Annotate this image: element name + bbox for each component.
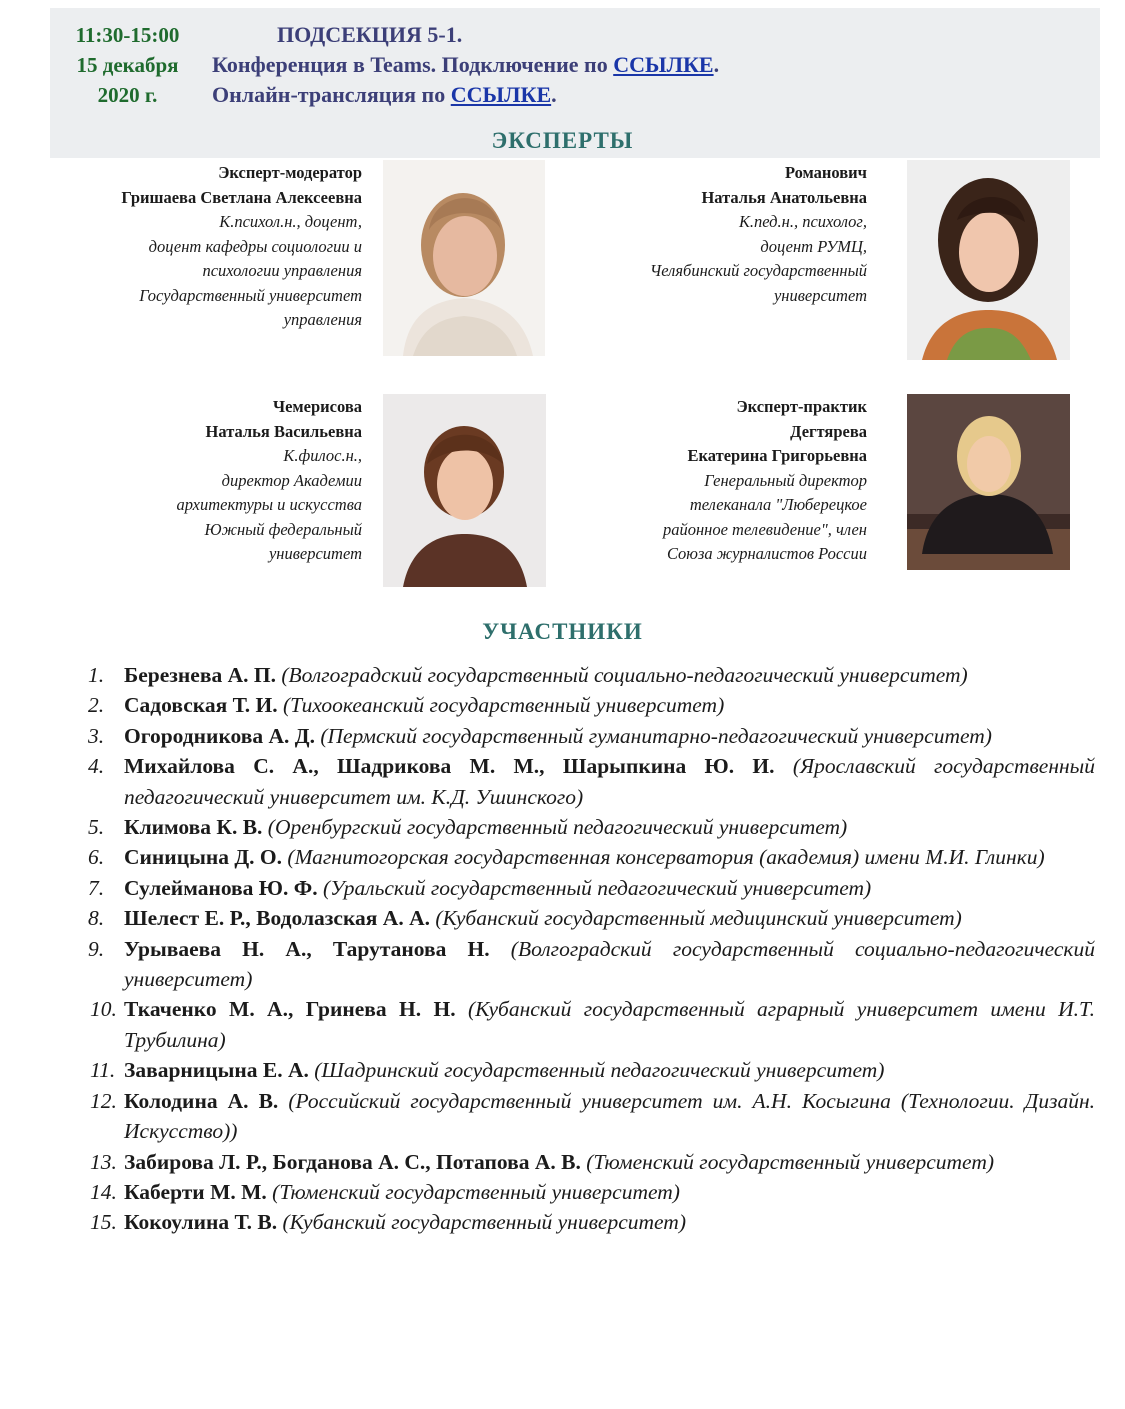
list-item [88,1147,1095,1177]
participant-org: (Шадринский государственный педагогический университет) [314,1058,885,1083]
participant-org: (Тюменский государственный университет) [272,1179,680,1204]
expert-role: Эксперт-модератор [218,163,362,182]
expert-name: Наталья Анатольевна [701,187,867,207]
item-number: 1. [88,663,105,687]
expert-info: директор Академии [221,470,362,490]
list-item [88,934,1095,995]
list-item [88,994,1095,1055]
experts-title: ЭКСПЕРТЫ [491,128,634,153]
session-time: 11:30-15:00 [75,23,180,47]
stream-text: Онлайн-трансляция по [212,82,451,107]
stream-link[interactable]: ССЫЛКЕ [450,82,552,107]
participant-names: Колодина А. В. [124,1088,279,1113]
expert-info: К.пед.н., психолог, [738,212,867,231]
session-info [212,20,719,110]
participant-org: (Российский государственный университет им. А.Н. Косыгина (Технологии. Дизайн. Искусство)) [124,1088,1096,1144]
item-number: 15. [90,1210,117,1235]
participant-org: (Волгоградский государственный социально-педагогический университет) [124,936,1095,992]
item-number: 14. [90,1179,117,1204]
expert-role: Чемерисова [272,397,362,416]
participant-names: Заварницына Е. А. [124,1058,309,1083]
participant-names: Михайлова С. А., Шадрикова М. М., Шарыпкина Ю. И. [124,754,775,779]
expert-info: Южный федеральный [204,519,362,539]
expert-role: Эксперт-практик [736,397,867,416]
participant-names: Урываева Н. А., Тарутанова Н. [124,936,490,961]
list-item [88,660,1095,690]
participant-org: (Кубанский государственный аграрный университет имени И.Т. Трубилина) [124,997,1096,1052]
participant-names: Синицына Д. О. [124,845,283,870]
expert-name: Наталья Васильевна [205,421,362,441]
expert-card-grishaeva [32,161,362,333]
list-item [88,812,1095,842]
expert-photo-chemerisova [383,394,546,587]
participant-names: Садовская Т. И. [124,693,278,718]
participant-org: (Оренбургский государственный педагогический университет) [267,815,848,840]
participant-names: Ткаченко М. А., Гринева Н. Н. [124,997,456,1022]
expert-info: Генеральный директор [704,470,867,490]
expert-info: К.филос.н., [283,446,362,465]
expert-info: архитектуры и искусства [176,495,362,514]
item-number: 5. [88,815,105,840]
expert-info: управления [283,310,362,329]
participant-org: (Кубанский государственный университет) [282,1210,686,1235]
list-item [88,1177,1095,1207]
item-number: 2. [88,693,105,718]
list-item [88,751,1095,812]
session-date: 15 декабря [76,53,179,77]
list-item [88,842,1095,872]
expert-info: телеканала "Люберецкое [689,495,867,514]
participant-names: Забирова Л. Р., Богданова А. С., Потапова А. В. [124,1149,581,1174]
list-item [88,903,1095,933]
participant-org: (Тихоокеанский государственный университет) [283,693,725,718]
participant-names: Шелест Е. Р., Водолазская А. А. [124,906,430,931]
participant-names: Огородникова А. Д. [124,723,315,748]
participant-names: Каберти М. М. [124,1179,267,1204]
participant-names: Березнева А. П. [124,663,276,687]
item-number: 12. [90,1088,117,1113]
subsection-title: ПОДСЕКЦИЯ 5-1. [277,22,463,47]
participants-title: УЧАСТНИКИ [482,619,643,644]
list-item [88,721,1095,751]
conference-dot: . [713,52,720,77]
session-year: 2020 г. [97,83,158,107]
expert-role: Романович [784,163,867,182]
item-number: 7. [88,875,105,900]
list-item [88,1055,1095,1085]
expert-info: районное телевидение", член [662,519,867,539]
participant-org: (Ярославский государственный педагогический университет им. К.Д. Ушинского) [124,754,1095,809]
participant-names: Кокоулина Т. В. [124,1210,278,1235]
conference-text: Конференция в Teams. Подключение по [212,52,614,77]
expert-name: Екатерина Григорьевна [687,446,867,465]
expert-card-chemerisova [32,395,362,567]
item-number: 3. [88,723,105,748]
list-item [88,690,1095,720]
expert-info: Челябинский государственный [649,261,867,280]
item-number: 6. [88,845,105,870]
expert-info: Союза журналистов России [666,544,867,563]
conference-line [212,50,719,80]
stream-line [212,80,719,110]
session-datetime [60,20,195,110]
item-number: 8. [88,906,105,931]
participants-list [88,660,1095,1238]
participant-org: (Уральский государственный педагогический университет) [322,875,872,900]
conference-link[interactable]: ССЫЛКЕ [613,52,714,77]
expert-info: университет [268,544,362,563]
expert-info: К.психол.н., доцент, [219,212,362,231]
expert-info: доцент РУМЦ, [760,236,867,256]
expert-info: доцент кафедры социологии и [148,236,362,256]
participant-org: (Кубанский государственный медицинский университет) [435,906,962,931]
list-item [88,873,1095,903]
item-number: 13. [90,1149,117,1174]
list-item [88,1086,1095,1147]
expert-photo-degtyareva [907,394,1070,570]
expert-card-degtyareva [537,395,867,567]
item-number: 9. [88,936,105,961]
participant-org: (Тюменский государственный университет) [586,1149,995,1174]
participant-names: Сулейманова Ю. Ф. [124,875,318,900]
expert-info: психологии управления [202,261,362,280]
expert-photo-grishaeva [383,160,545,356]
item-number: 4. [88,754,105,779]
item-number: 10. [90,997,117,1022]
expert-card-romanovich [537,161,867,308]
expert-info: Государственный университет [139,285,362,305]
participant-org: (Магнитогорская государственная консерватория (академия) имени М.И. Глинки) [287,845,1045,870]
expert-surname: Дегтярева [790,421,867,441]
participant-org: (Пермский государственный гуманитарно-педагогический университет) [320,723,992,748]
participant-names: Климова К. В. [124,815,263,840]
list-item [88,1207,1095,1237]
item-number: 11. [90,1058,116,1083]
stream-dot: . [551,82,557,107]
expert-name: Гришаева Светлана Алексеевна [121,187,362,207]
expert-photo-romanovich [907,160,1070,360]
expert-info: университет [773,285,867,305]
participant-org: (Волгоградский государственный социально-педагогический университет) [281,663,968,687]
